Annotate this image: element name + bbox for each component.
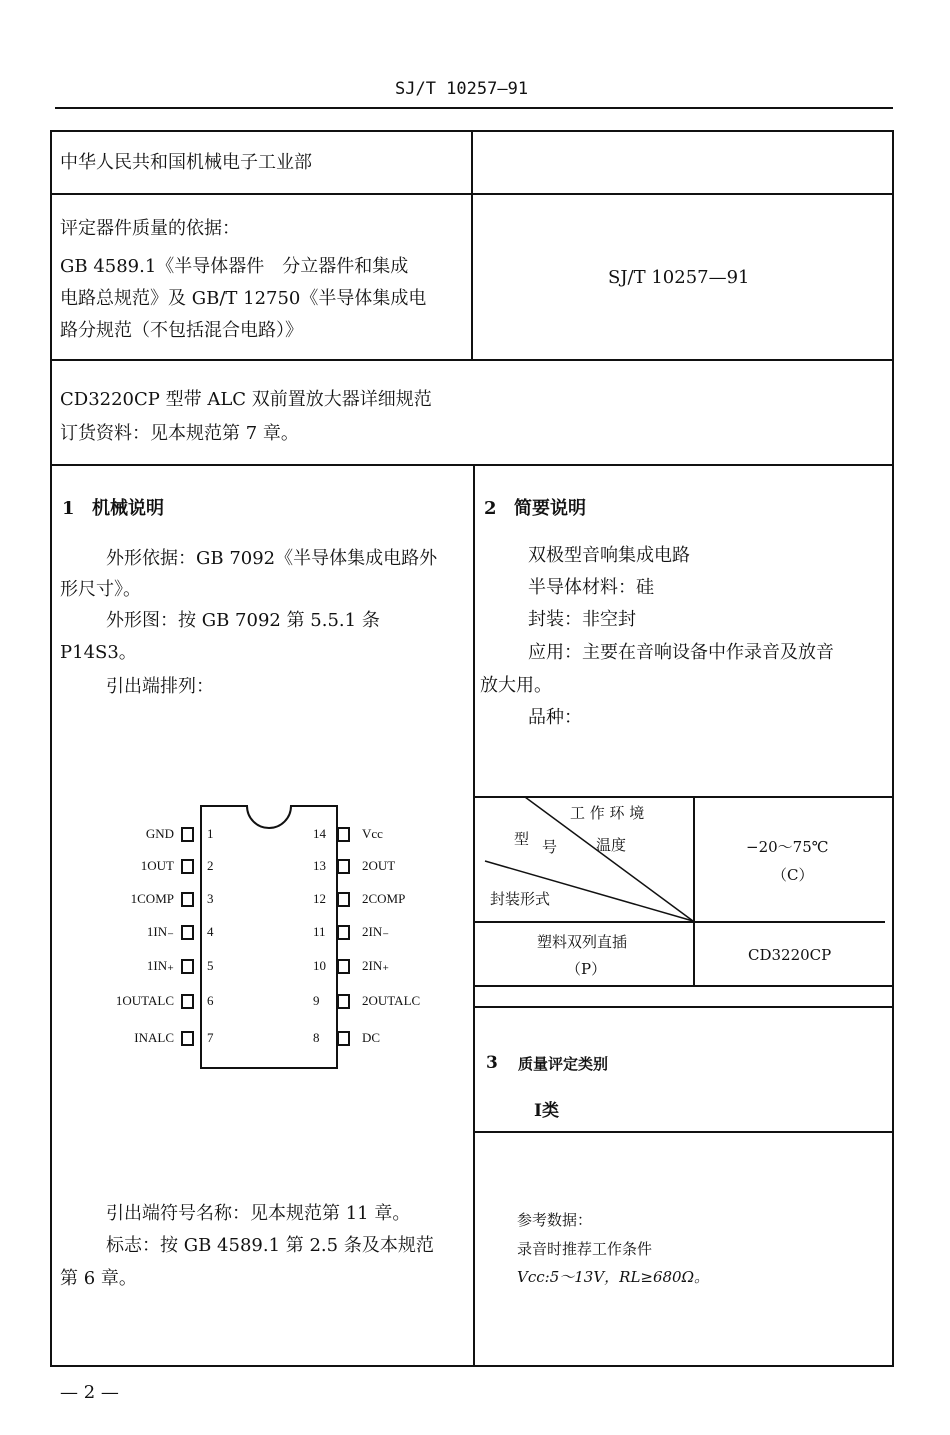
pin-name-left: 1COMP <box>130 891 174 906</box>
section3-heading: 质量评定类别 <box>518 1055 609 1073</box>
pin-number-left: 3 <box>207 891 214 906</box>
pin-box-left <box>181 827 194 842</box>
spec-title: CD3220CP 型带 ALC 双前置放大器详细规范 <box>60 389 432 410</box>
pin-number-left: 6 <box>207 993 214 1008</box>
pin-number-left: 1 <box>207 826 214 841</box>
basis-line-3: 路分规范（不包括混合电路）》 <box>60 320 303 341</box>
pin-box-right <box>337 994 350 1009</box>
section2-heading: 简要说明 <box>514 498 586 519</box>
brief-line-4b: 放大用。 <box>480 675 552 696</box>
pin-name-right: 2OUTALC <box>362 993 421 1008</box>
outline-basis-b: 形尺寸》。 <box>60 579 141 600</box>
pin-name-right: 2IN₊ <box>362 958 390 973</box>
header-rule <box>55 107 893 109</box>
brief-line-3: 封装：非空封 <box>528 609 636 630</box>
reference-line-2: Vcc:5～13V，RL≥680Ω。 <box>517 1268 710 1286</box>
pin-box-right <box>337 859 350 874</box>
pin-box-left <box>181 1031 194 1046</box>
reference-title: 参考数据： <box>517 1211 593 1229</box>
section1-number: 1 <box>62 498 75 519</box>
num-label: 号 <box>542 838 558 856</box>
quality-class: Ⅰ类 <box>534 1101 559 1121</box>
basis-line-1: GB 4589.1《半导体器件 分立器件和集成 <box>60 256 409 277</box>
order-info: 订货资料：见本规范第 7 章。 <box>60 423 299 444</box>
brief-line-4a: 应用：主要在音响设备中作录音及放音 <box>528 642 834 663</box>
brief-line-5: 品种： <box>528 707 582 728</box>
package-value: 塑料双列直插 <box>537 933 628 951</box>
pin-number-right: 11 <box>313 924 326 939</box>
temp-label: 温度 <box>596 836 627 854</box>
pin-arrangement-label: 引出端排列： <box>106 676 214 697</box>
section2-number: 2 <box>484 498 497 519</box>
ministry-name: 中华人民共和国机械电子工业部 <box>60 152 312 173</box>
reference-line-1: 录音时推荐工作条件 <box>517 1240 653 1258</box>
pin-name-right: 2COMP <box>362 891 406 906</box>
pin-number-left: 2 <box>207 858 214 873</box>
pin-number-right: 10 <box>313 958 326 973</box>
temp-code: （C） <box>772 866 814 884</box>
pin-box-right <box>337 925 350 940</box>
package-code: （P） <box>566 960 607 978</box>
basis-title: 评定器件质量的依据： <box>60 218 240 239</box>
pin-box-right <box>337 892 350 907</box>
pin-name-left: 1OUT <box>140 858 174 873</box>
outline-basis-a: 外形依据：GB 7092《半导体集成电路外 <box>106 548 438 569</box>
pin-number-right: 14 <box>313 826 326 841</box>
pin-box-left <box>181 892 194 907</box>
brief-line-2: 半导体材料：硅 <box>528 577 654 598</box>
pin-number-right: 9 <box>313 993 320 1008</box>
pin-name-left: 1OUTALC <box>115 993 174 1008</box>
pin-box-right <box>337 959 350 974</box>
pin-box-left <box>181 859 194 874</box>
marking-a: 标志：按 GB 4589.1 第 2.5 条及本规范 <box>106 1235 434 1256</box>
pin-name-right: Vcc <box>362 826 383 841</box>
type-label: 型 <box>514 830 530 848</box>
pin-box-left <box>181 994 194 1009</box>
brief-line-1: 双极型音响集成电路 <box>528 545 690 566</box>
pin-names-ref: 引出端符号名称：见本规范第 11 章。 <box>106 1203 411 1224</box>
pin-box-left <box>181 925 194 940</box>
marking-b: 第 6 章。 <box>60 1268 137 1289</box>
env-label: 工 作 环 境 <box>570 804 645 822</box>
doc-code-cell: SJ/T 10257—91 <box>608 267 750 288</box>
section3-number: 3 <box>486 1053 498 1073</box>
basis-line-2: 电路总规范》及 GB/T 12750《半导体集成电 <box>60 288 427 309</box>
pin-box-right <box>337 827 350 842</box>
pin-name-right: 2IN₋ <box>362 924 390 939</box>
package-label: 封装形式 <box>490 890 551 908</box>
pin-name-left: GND <box>145 826 174 841</box>
section1-heading: 机械说明 <box>92 498 164 519</box>
pin-name-right: DC <box>362 1030 381 1045</box>
pin-number-left: 4 <box>207 924 214 939</box>
pin-box-left <box>181 959 194 974</box>
pin-name-left: INALC <box>134 1030 174 1045</box>
page-number: — 2 — <box>60 1382 119 1403</box>
pin-box-right <box>337 1031 350 1046</box>
pin-number-right: 12 <box>313 891 326 906</box>
header-doc-code: SJ/T 10257—91 <box>395 79 529 99</box>
outline-drawing-a: 外形图：按 GB 7092 第 5.5.1 条 <box>106 610 380 631</box>
temp-range: −20～75℃ <box>746 838 829 856</box>
pin-name-left: 1IN₊ <box>146 958 174 973</box>
part-number: CD3220CP <box>748 946 832 964</box>
pin-name-right: 2OUT <box>362 858 396 873</box>
pin-number-right: 8 <box>313 1030 320 1045</box>
pin-number-left: 5 <box>207 958 214 973</box>
pin-number-left: 7 <box>207 1030 214 1045</box>
pin-name-left: 1IN₋ <box>146 924 174 939</box>
pin-number-right: 13 <box>313 858 326 873</box>
outline-drawing-b: P14S3。 <box>60 642 137 663</box>
